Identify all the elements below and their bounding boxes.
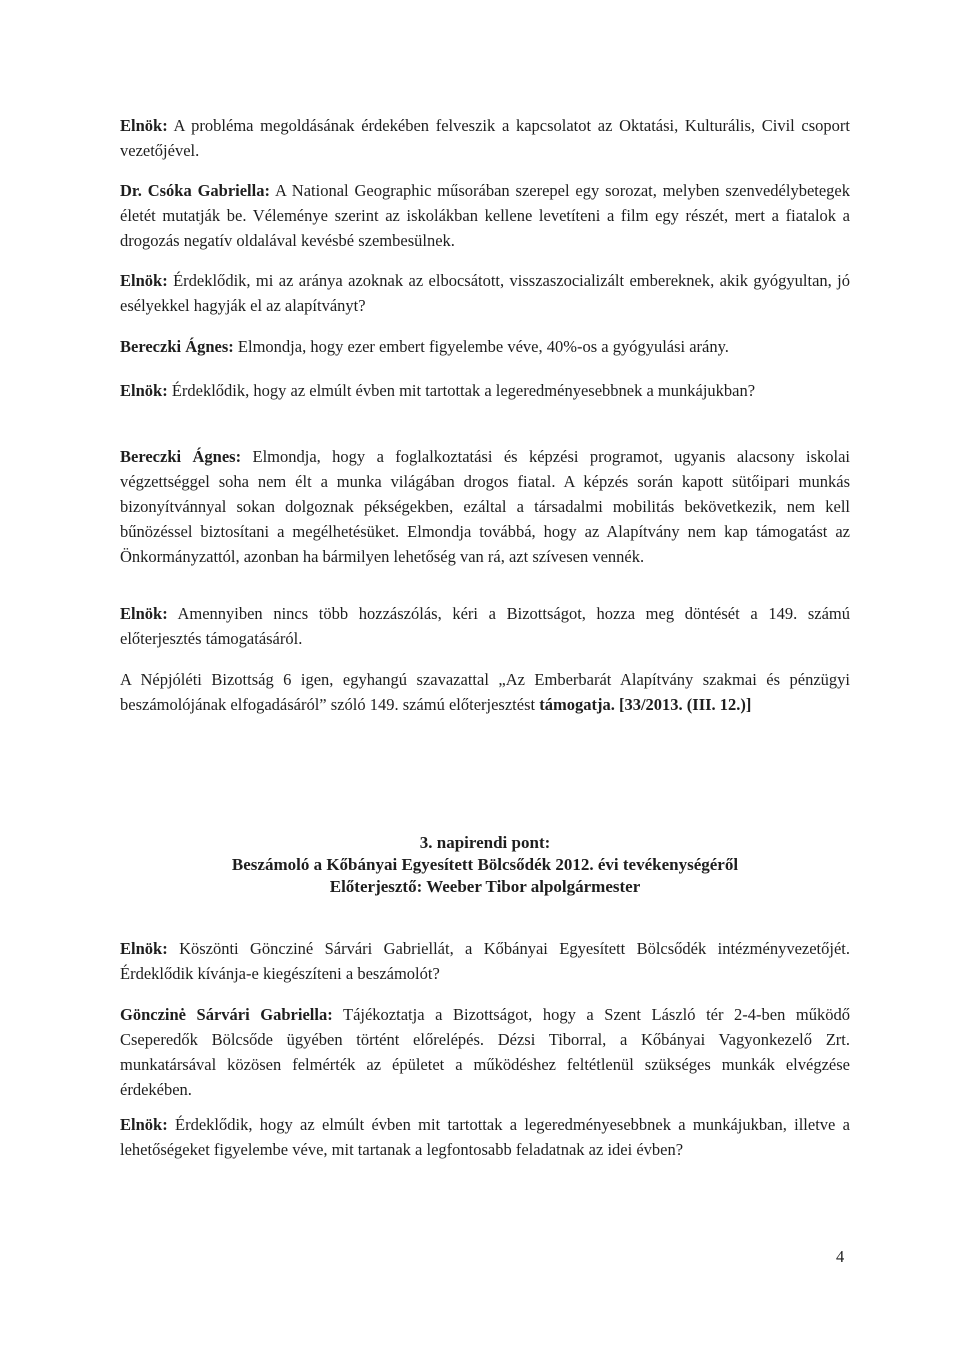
paragraph-7 — [120, 601, 850, 651]
agenda-presenter: Előterjesztő: Weeber Tibor alpolgármester — [329, 877, 641, 896]
paragraph-text: A probléma megoldásának érdekében felveszik a kapcsolatot az Oktatási, Kulturális, Civil csoport vezetőjével. — [120, 116, 850, 160]
speaker-label: Gönczinė Sárvári Gabriella: — [120, 1005, 333, 1024]
paragraph-3 — [120, 268, 850, 318]
paragraph-10 — [120, 1112, 850, 1162]
paragraph-4 — [120, 334, 850, 359]
speaker-label: Elnök: — [120, 271, 168, 290]
speaker-label: Elnök: — [120, 604, 168, 623]
paragraph-text: Elmondja, hogy ezer embert figyelembe véve, 40%-os a gyógyulási arány. — [237, 337, 729, 356]
paragraph-9 — [120, 1002, 850, 1102]
paragraph-text: A National Geographic műsorában szerepel egy sorozat, melyben szenvedélybetegek életét mutatják be. Véleménye szerint az iskolákban kellene levetíteni a film egy részét, mert a fiatalok a drogozás negatív oldalával kevésbé szembesülnek. — [120, 181, 850, 250]
paragraph-8 — [120, 936, 850, 986]
paragraph-1 — [120, 113, 850, 163]
speaker-label: Dr. Csóka Gabriella: — [120, 181, 270, 200]
paragraph-6 — [120, 444, 850, 569]
speaker-label: Elnök: — [120, 116, 168, 135]
paragraph-2 — [120, 178, 850, 253]
speaker-label: Elnök: — [120, 1115, 168, 1134]
paragraph-text: Amennyiben nincs több hozzászólás, kéri a Bizottságot, hozza meg döntését a 149. számú előterjesztés támogatásáról. — [120, 604, 851, 648]
speaker-label: Bereczki Ágnes: — [120, 337, 234, 356]
page-number: 4 — [836, 1247, 845, 1266]
speaker-label: Bereczki Ágnes: — [120, 447, 242, 466]
decision-bold: támogatja. [33/2013. (III. 12.)] — [539, 695, 752, 714]
paragraph-text: Érdeklődik, mi az aránya azoknak az elbocsátott, visszaszocializált embereknek, akik gyógyultan, jó esélyekkel hagyják el az alapítványt? — [120, 271, 851, 315]
paragraph-text: Köszönti Göncziné Sárvári Gabriellát, a Kőbányai Egyesített Bölcsődék intézményvezetőjét. Érdeklődik kívánja-e kiegészíteni a beszámolót? — [120, 939, 851, 983]
speaker-label: Elnök: — [120, 381, 168, 400]
agenda-number: 3. napirendi pont: — [419, 833, 551, 852]
speaker-label: Elnök: — [120, 939, 168, 958]
agenda-title: Beszámoló a Kőbányai Egyesített Bölcsődék 2012. évi tevékenységéről — [231, 855, 739, 874]
decision-paragraph — [120, 667, 850, 717]
paragraph-text: Tájékoztatja a Bizottságot, hogy a Szent László tér 2-4-ben működő Cseperedők Bölcsőde ügyében történt előrelépés. Dézsi Tiborral, a Kőbányai Vagyonkezelő Zrt. munkatársával közösen felmérték az épületet a működéshez feltétlenül szükséges munkák elvégzése érdekében. — [120, 1005, 851, 1099]
paragraph-text: Elmondja, hogy a foglalkoztatási és képzési programot, ugyanis alacsony iskolai végzettséggel soha nem élt a munka világában drogos fiatal. A képzés során kapott sütőipari munkás bizonyítvánnyal sokan dolgoznak pékségekben, ezáltal a társadalmi mobilitás bekövetkezik, nem kell bűnözéssel biztosítani a megélhetésüket. Elmondja továbbá, hogy az Alapítvány nem kap támogatást az Önkormányzattól, azonban ha bármilyen lehetőség van rá, azt szívesen vennék. — [120, 447, 850, 566]
paragraph-5 — [120, 378, 850, 403]
decision-text: A Népjóléti Bizottság 6 igen, egyhangú szavazattal „Az Emberbarát Alapítvány szakmai és pénzügyi beszámolójának elfogadásáról” szóló 149. számú előterjesztést — [120, 670, 850, 714]
paragraph-text: Érdeklődik, hogy az elmúlt évben mit tartottak a legeredményesebbnek a munkájukban, illetve a lehetőségeket figyelembe véve, mit tartanak a legfontosabb feladatnak az idei évben? — [120, 1115, 851, 1159]
paragraph-text: Érdeklődik, hogy az elmúlt évben mit tartottak a legeredményesebbnek a munkájukban? — [171, 381, 756, 400]
